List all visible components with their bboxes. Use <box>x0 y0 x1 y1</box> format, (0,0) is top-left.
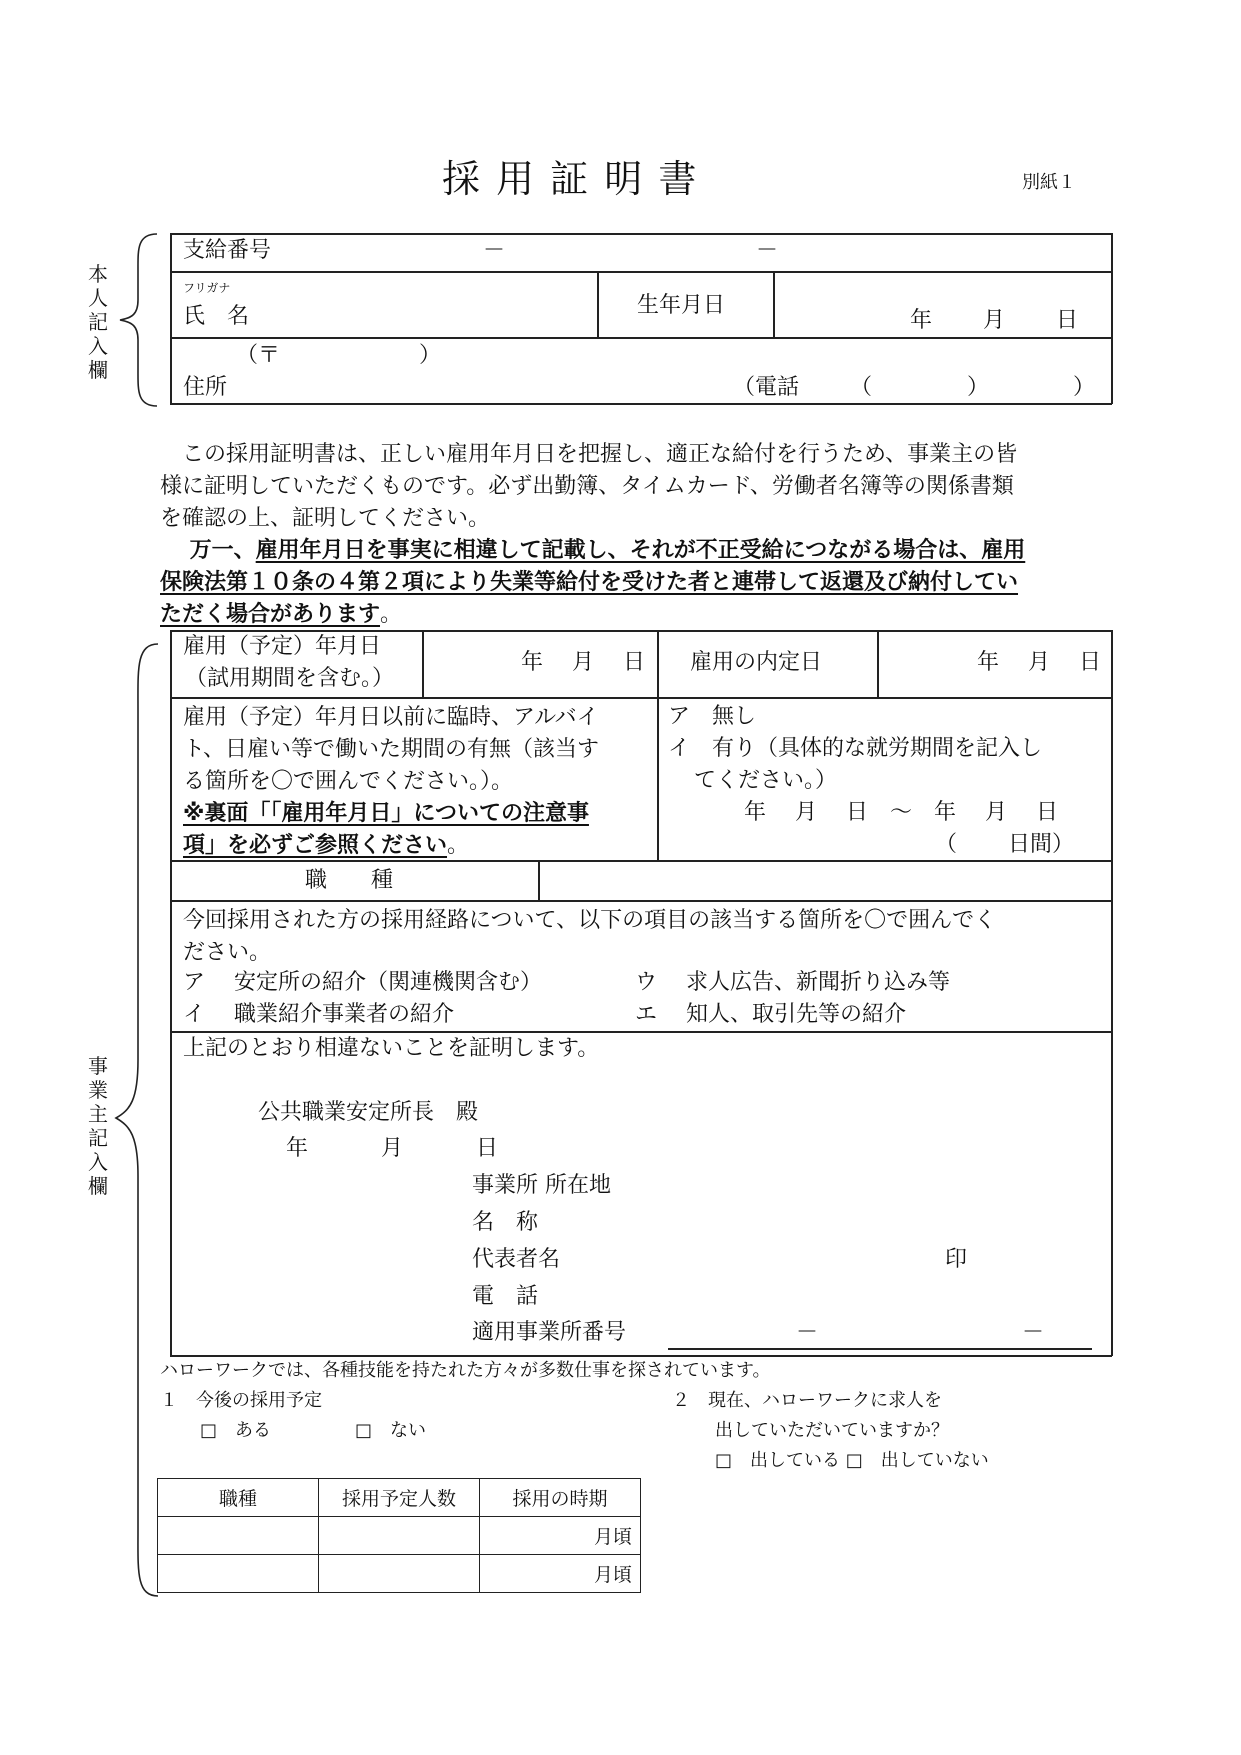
warning-text: ただく場合があります <box>160 602 381 627</box>
birth-date-label: 生年月日 <box>637 293 726 318</box>
intro-line: 様に証明していただくものです。必ず出勤簿、タイムカード、労働者名簿等の関係書類 <box>160 474 1014 499</box>
hiring-plan-table <box>157 1478 641 1593</box>
route-option-a[interactable]: ア 安定所の紹介（関連機関含む） <box>183 970 542 995</box>
representative-label: 代表者名 <box>472 1247 561 1272</box>
route-option-e[interactable]: エ 知人、取引先等の紹介 <box>635 1002 906 1027</box>
table-header-row <box>158 1479 641 1517</box>
certify-statement: 上記のとおり相違ないことを証明します。 <box>183 1036 600 1061</box>
warning-text: 雇用年月日を事実に相違して記載し、それが不正受給につながる場合は、雇用 <box>255 538 1026 563</box>
intro-line: この採用証明書は、正しい雇用年月日を把握し、適正な給付を行うため、事業主の皆 <box>160 442 1018 467</box>
benefit-no-separator: － <box>483 238 506 263</box>
table-row <box>158 1517 641 1555</box>
office-location-label: 事業所 所在地 <box>472 1173 611 1198</box>
q1-option-yes[interactable]: □ ある <box>200 1420 272 1441</box>
q2-label-cont: 出していただいていますか？ <box>715 1420 949 1441</box>
page-title: 採 用 証 明 書 <box>442 157 699 201</box>
warning-paragraph <box>160 535 1025 631</box>
route-line: ださい。 <box>183 940 272 965</box>
option-yes[interactable]: イ 有り（具体的な就労期間を記入し <box>668 736 1043 761</box>
name-label: 氏 名 <box>183 304 250 329</box>
office-phone-label: 電 話 <box>472 1284 539 1309</box>
prior-work-line: 雇用（予定）年月日以前に臨時、アルバイ <box>183 705 599 730</box>
q2-options[interactable]: □ 出している □ 出していない <box>715 1450 989 1471</box>
offer-date-value[interactable]: 年 月 日 <box>977 650 1101 675</box>
name-field[interactable] <box>290 276 590 334</box>
warning-prefix: 万一、 <box>160 538 256 563</box>
furigana-label: フリガナ <box>183 281 231 295</box>
attachment-label: 別紙１ <box>1022 172 1076 193</box>
office-number-separator: － <box>1022 1320 1045 1345</box>
work-days[interactable]: （ 日間） <box>935 832 1074 857</box>
prior-work-line: る箇所を〇で囲んでください。）。 <box>183 769 514 794</box>
benefit-no-separator: － <box>756 238 779 263</box>
timing-cell[interactable]: 月頃 <box>480 1555 641 1593</box>
option-yes-cont: てください。） <box>694 768 838 793</box>
prior-work-note-end: 。 <box>447 833 470 858</box>
headcount-cell[interactable] <box>319 1517 480 1555</box>
q1-option-no[interactable]: □ ない <box>355 1420 427 1441</box>
route-question <box>183 905 996 969</box>
prior-work-note: 項」を必ずご参照ください <box>183 833 448 858</box>
headcount-cell[interactable] <box>319 1555 480 1593</box>
address-label: 住所 <box>183 375 228 400</box>
warning-end: 。 <box>380 602 403 627</box>
phone-field[interactable]: （電話 （ ） ） <box>733 375 1095 400</box>
prior-work-question <box>183 702 599 862</box>
office-name-label: 名 称 <box>472 1210 539 1235</box>
job-type-cell[interactable] <box>158 1517 319 1555</box>
route-option-i[interactable]: イ 職業紹介事業者の紹介 <box>183 1002 454 1027</box>
work-period[interactable]: 年 月 日 ～ 年 月 日 <box>744 800 1058 825</box>
certify-date[interactable]: 年 月 日 <box>286 1136 498 1161</box>
table-header: 職種 <box>158 1479 319 1517</box>
q1-label: １ 今後の採用予定 <box>160 1390 322 1411</box>
hire-date-sublabel: （試用期間を含む。） <box>185 666 395 691</box>
applicant-side-label: 本人記入欄 <box>88 262 108 382</box>
job-type-field[interactable] <box>542 864 1107 897</box>
q2-label: ２ 現在、ハローワークに求人を <box>672 1390 942 1411</box>
table-row <box>158 1555 641 1593</box>
applicant-section-brace <box>112 230 162 410</box>
intro-line: を確認の上、証明してください。 <box>160 506 491 531</box>
route-line: 今回採用された方の採用経路について、以下の項目の該当する箇所を〇で囲んでく <box>183 908 997 933</box>
offer-date-label: 雇用の内定日 <box>690 650 823 675</box>
table-header: 採用予定人数 <box>319 1479 480 1517</box>
job-type-label: 職 種 <box>305 868 394 893</box>
hire-date-label: 雇用（予定）年月日 <box>183 634 382 659</box>
office-number-separator: － <box>796 1320 819 1345</box>
employer-section-brace <box>108 640 163 1600</box>
hire-date-value[interactable]: 年 月 日 <box>521 650 645 675</box>
table-header: 採用の時期 <box>480 1479 641 1517</box>
option-none[interactable]: ア 無し <box>668 704 757 729</box>
benefit-no-label: 支給番号 <box>183 238 272 263</box>
prior-work-line: ト、日雇い等で働いた期間の有無（該当す <box>183 737 600 762</box>
benefit-no-field[interactable] <box>290 236 1105 269</box>
postal-code[interactable]: （〒 ） <box>236 343 441 368</box>
footer-note: ハローワークでは、各種技能を持たれた方々が多数仕事を探されています。 <box>160 1360 771 1381</box>
seal-mark: 印 <box>945 1247 968 1272</box>
office-number-label: 適用事業所番号 <box>472 1320 627 1345</box>
warning-text: 保険法第１０条の４第２項により失業等給付を受けた者と連帯して返還及び納付してい <box>160 570 1019 595</box>
birth-date-value[interactable]: 年 月 日 <box>910 308 1078 333</box>
timing-cell[interactable]: 月頃 <box>480 1517 641 1555</box>
job-type-cell[interactable] <box>158 1555 319 1593</box>
prior-work-note: ※裏面「「雇用年月日」についての注意事 <box>183 801 589 826</box>
intro-paragraph <box>160 439 1017 535</box>
employer-side-label: 事業主記入欄 <box>88 1054 108 1198</box>
route-option-u[interactable]: ウ 求人広告、新聞折り込み等 <box>635 970 950 995</box>
addressee: 公共職業安定所長 殿 <box>258 1100 479 1125</box>
office-number-underline <box>668 1348 1092 1350</box>
